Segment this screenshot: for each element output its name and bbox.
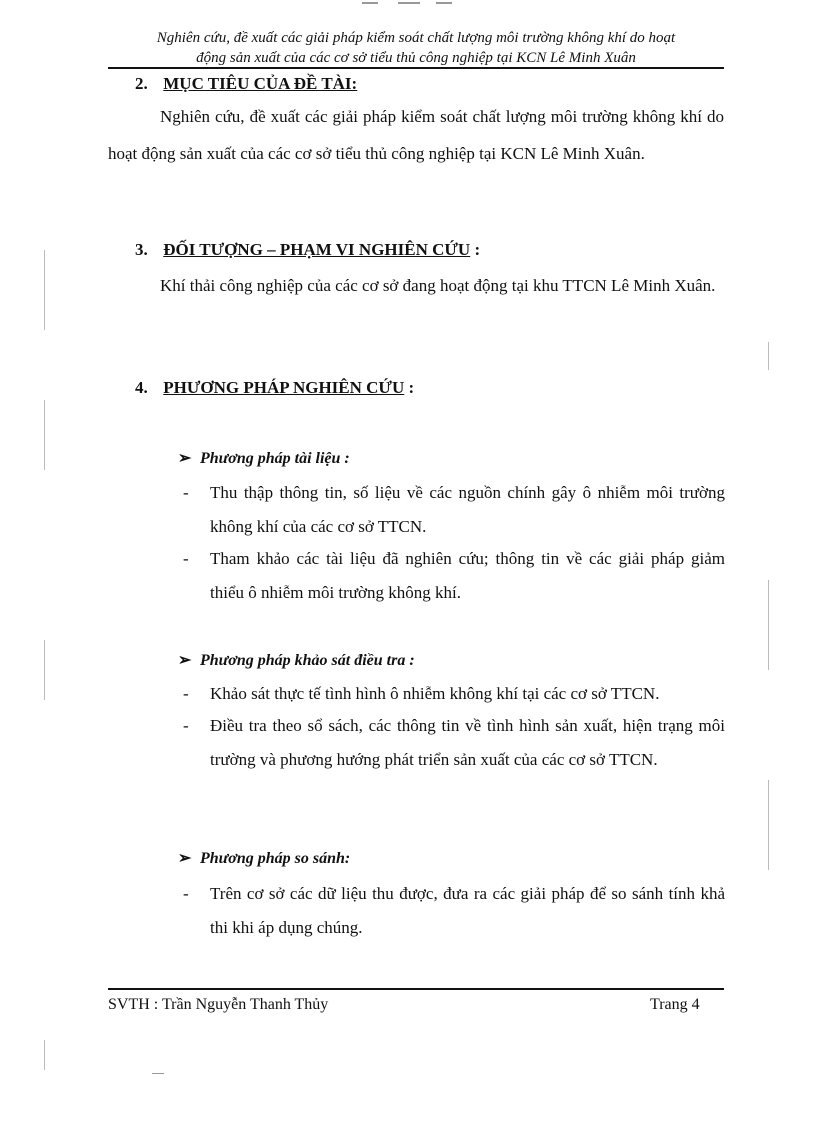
dash-bullet-icon: -: [183, 716, 189, 735]
dash-bullet-icon: -: [183, 684, 189, 703]
dash-bullet-icon: -: [183, 483, 189, 502]
method-name: Phương pháp tài liệu :: [200, 450, 350, 467]
list-item: [183, 877, 725, 945]
section-3-heading: [135, 240, 480, 260]
list-item: [183, 709, 725, 777]
footer-author: SVTH : Trần Nguyễn Thanh Thủy: [108, 996, 329, 1013]
section-title: MỤC TIÊU CỦA ĐỀ TÀI:: [163, 74, 358, 93]
section-number: 3.: [135, 240, 148, 259]
section-4-heading: [135, 378, 414, 398]
arrow-bullet-icon: ➢: [178, 450, 192, 467]
header-line-1: Nghiên cứu, đề xuất các giải pháp kiểm soát chất lượng môi trường không khí do hoạt: [156, 30, 676, 46]
section-2-heading: [135, 74, 357, 94]
scan-edge-line: [44, 400, 45, 470]
scan-edge-line: [44, 250, 45, 330]
list-item-text: Tham khảo các tài liệu đã nghiên cứu; thông tin về các giải pháp giảm thiểu ô nhiễm môi trường không khí.: [210, 549, 725, 602]
section-title-suffix: :: [408, 378, 415, 397]
scan-edge-line: [44, 1040, 45, 1070]
footer-page-number: Trang 4: [650, 996, 700, 1013]
section-title-suffix: :: [474, 240, 481, 259]
method-heading: [178, 650, 415, 670]
running-header: [108, 28, 724, 68]
arrow-bullet-icon: ➢: [178, 850, 192, 867]
list-item-text: Thu thập thông tin, số liệu về các nguồn chính gây ô nhiễm môi trường không khí của các cơ sở TTCN.: [210, 483, 725, 536]
method-name: Phương pháp so sánh:: [200, 850, 351, 867]
dash-bullet-icon: -: [183, 884, 189, 903]
scan-mark-top: [362, 2, 378, 4]
section-title: ĐỐI TƯỢNG – PHẠM VI NGHIÊN CỨU: [163, 240, 471, 259]
scan-mark-top: [436, 2, 452, 4]
section-3-body: Khí thải công nghiệp của các cơ sở đang hoạt động tại khu TTCN Lê Minh Xuân.: [160, 276, 716, 295]
section-number: 4.: [135, 378, 148, 397]
list-item-text: Điều tra theo sổ sách, các thông tin về tình hình sản xuất, hiện trạng môi trường và phương hướng phát triển sản xuất của các cơ sở TTCN.: [210, 716, 725, 769]
section-title: PHƯƠNG PHÁP NGHIÊN CỨU: [163, 378, 405, 397]
scan-edge-line: [768, 342, 769, 370]
section-number: 2.: [135, 74, 148, 93]
arrow-bullet-icon: ➢: [178, 652, 192, 669]
scan-edge-line: [768, 780, 769, 870]
method-name: Phương pháp khảo sát điều tra :: [200, 652, 415, 669]
scan-mark-top: [398, 2, 420, 4]
dash-bullet-icon: -: [183, 549, 189, 568]
list-item: [183, 542, 725, 610]
section-2-body: Nghiên cứu, đề xuất các giải pháp kiểm soát chất lượng môi trường không khí do hoạt động sản xuất của các cơ sở tiểu thủ công nghiệp tại KCN Lê Minh Xuân.: [108, 107, 724, 163]
footer-rule: [108, 988, 724, 990]
list-item-text: Trên cơ sở các dữ liệu thu được, đưa ra các giải pháp để so sánh tính khả thi khi áp dụng chúng.: [210, 884, 725, 937]
list-item-text: Khảo sát thực tế tình hình ô nhiễm không khí tại các cơ sở TTCN.: [210, 684, 660, 703]
header-line-2: động sản xuất của các cơ sở tiểu thủ công nghiệp tại KCN Lê Minh Xuân: [196, 50, 636, 66]
method-heading: [178, 448, 350, 468]
scan-edge-line: [768, 580, 769, 670]
method-heading: [178, 848, 350, 868]
list-item: [183, 677, 725, 711]
list-item: [183, 476, 725, 544]
scan-edge-line: [44, 640, 45, 700]
scan-mark-bottom: [152, 1073, 164, 1074]
header-rule: [108, 67, 724, 69]
